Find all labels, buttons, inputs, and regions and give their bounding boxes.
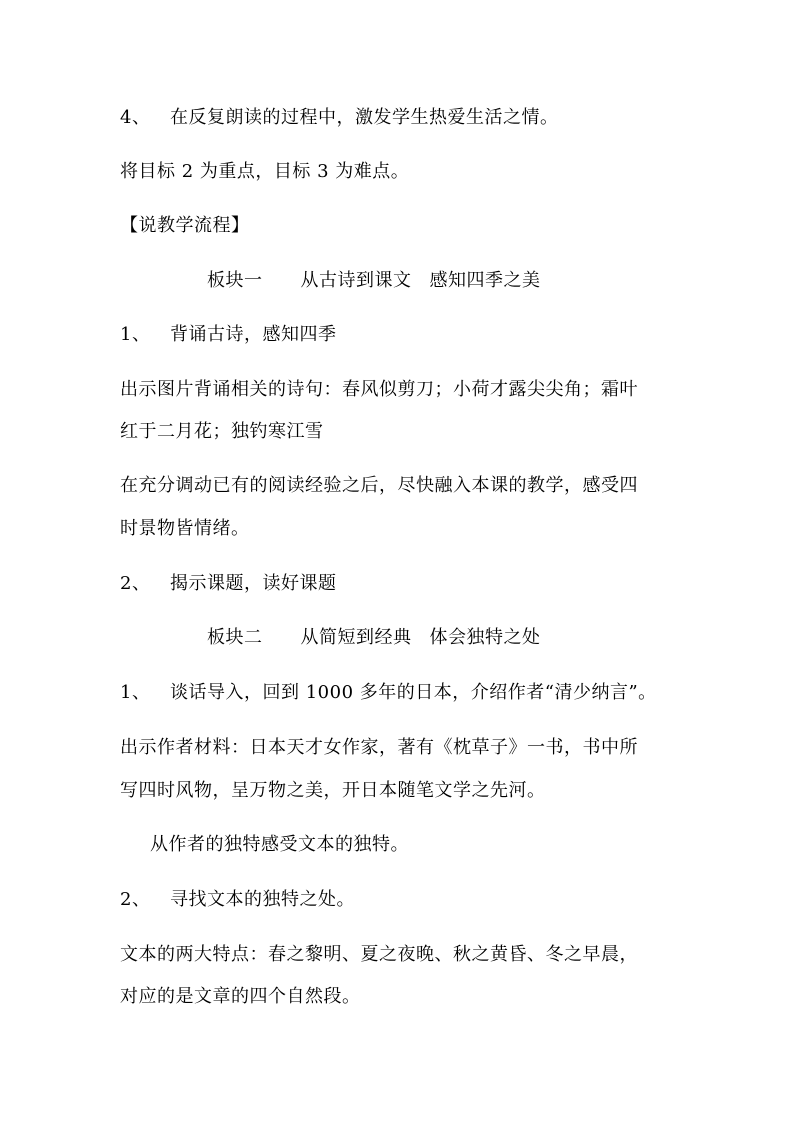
block-two-heading <box>207 623 767 653</box>
list-number: 1、 <box>120 682 151 703</box>
list-text: 寻找文本的独特之处。 <box>170 889 355 910</box>
list-text: 揭示课题，读好课题 <box>170 573 337 594</box>
reading-paragraph-line-1: 在充分调动已有的阅读经验之后，尽快融入本课的教学，感受四 <box>120 475 638 496</box>
uniqueness-paragraph: 从作者的独特感受文本的独特。 <box>150 834 409 855</box>
block-label: 板块二 <box>207 627 263 648</box>
block-title-b: 体会独特之处 <box>429 627 541 648</box>
section-heading: 【说教学流程】 <box>120 215 250 236</box>
list-text: 谈话导入，回到 1000 多年的日本，介绍作者“清少纳言”。 <box>170 682 657 703</box>
reading-paragraph-line-2: 时景物皆情绪。 <box>120 518 250 539</box>
list-number: 2、 <box>120 573 151 594</box>
focus-paragraph: 将目标 2 为重点，目标 3 为难点。 <box>120 161 410 182</box>
block-title-a: 从古诗到课文 <box>300 270 412 291</box>
list-text: 背诵古诗，感知四季 <box>170 324 337 345</box>
block-label: 板块一 <box>207 270 263 291</box>
list-number: 2、 <box>120 889 151 910</box>
block-title-b: 感知四季之美 <box>429 270 541 291</box>
objective-item-4 <box>120 103 680 133</box>
list-number: 4、 <box>120 107 151 128</box>
block-one-item-2 <box>120 569 680 599</box>
poem-paragraph-line-2: 红于二月花；独钓寒江雪 <box>120 421 324 442</box>
block-two-item-1 <box>120 678 680 708</box>
block-one-heading <box>207 266 767 296</box>
author-paragraph-line-1: 出示作者材料：日本天才女作家，著有《枕草子》一书，书中所 <box>120 737 638 758</box>
list-number: 1、 <box>120 324 151 345</box>
author-paragraph-line-2: 写四时风物，呈万物之美，开日本随笔文学之先河。 <box>120 780 546 801</box>
list-text: 在反复朗读的过程中，激发学生热爱生活之情。 <box>170 107 559 128</box>
block-title-a: 从简短到经典 <box>300 627 412 648</box>
block-one-item-1 <box>120 320 680 350</box>
block-two-item-2 <box>120 885 680 915</box>
features-paragraph-line-1: 文本的两大特点：春之黎明、夏之夜晚、秋之黄昏、冬之早晨， <box>120 944 638 965</box>
poem-paragraph-line-1: 出示图片背诵相关的诗句：春风似剪刀；小荷才露尖尖角；霜叶 <box>120 379 638 400</box>
features-paragraph-line-2: 对应的是文章的四个自然段。 <box>120 986 361 1007</box>
